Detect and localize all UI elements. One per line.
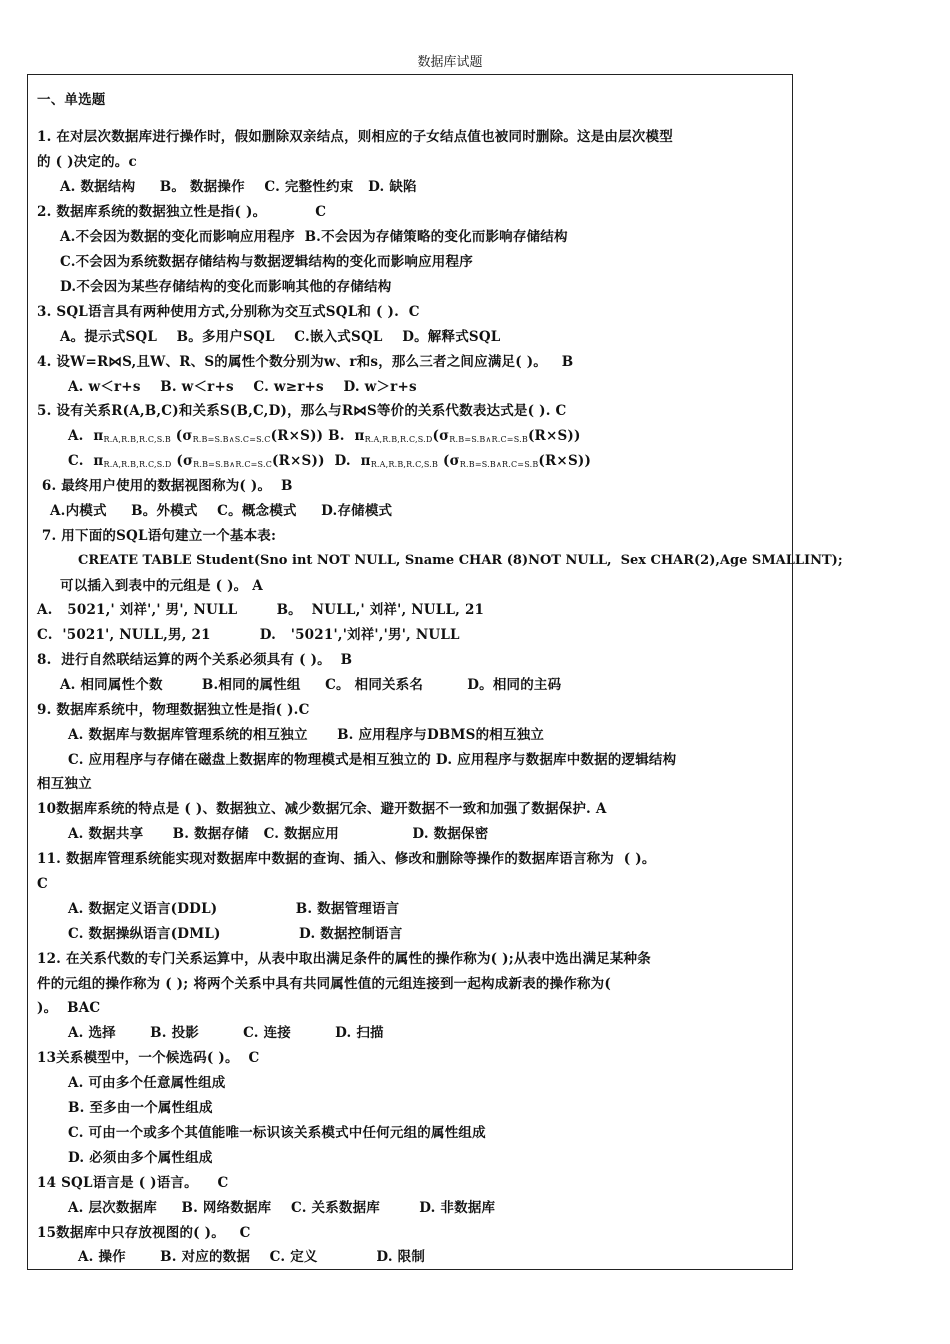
q5-option-a-b xyxy=(68,426,581,450)
q9-option-a-b: A. 数据库与数据库管理系统的相互独立 B. 应用程序与DBMS的相互独立 xyxy=(68,727,545,743)
q6-stem: 6. 最终用户使用的数据视图称为( )。 B xyxy=(37,478,293,494)
q5-d-pi-subscript: R.A,R.B,R.C,S.B xyxy=(370,460,439,469)
q5-a-sigma-subscript: R.B=S.B∧S.C=S.C xyxy=(192,435,271,444)
q8-options: A. 相同属性个数 B.相同的属性组 C。 相同关系名 D。相同的主码 xyxy=(60,677,562,693)
q10-options: A. 数据共享 B. 数据存储 C. 数据应用 D. 数据保密 xyxy=(68,826,489,842)
q5-c-pi: C. π xyxy=(68,453,104,469)
q5-c-sigma: (σ xyxy=(171,453,194,469)
q7-option-a-b: A. 5021,' 刘祥',' 男', NULL B。 NULL,' 刘祥', NULL, 21 xyxy=(37,602,485,618)
q5-a-rest: (R×S)) xyxy=(270,428,329,444)
q5-a-pi: A. π xyxy=(68,428,104,444)
q4-stem: 4. 设W=R⋈S,且W、R、S的属性个数分别为w、r和s，那么三者之间应满足( )。 B xyxy=(37,354,574,370)
q9-stem: 9. 数据库系统中，物理数据独立性是指( ).C xyxy=(37,702,310,718)
section-heading: 一、单选题 xyxy=(37,92,106,108)
q2-option-c: C.不会因为系统数据存储结构与数据逻辑结构的变化而影响应用程序 xyxy=(60,254,473,270)
q5-c-sigma-subscript: R.B=S.B∧R.C=S.C xyxy=(193,460,273,469)
q7-stem: 7. 用下面的SQL语句建立一个基本表: xyxy=(37,528,277,544)
q7-stem-line2: 可以插入到表中的元组是 ( )。 A xyxy=(60,578,263,594)
q5-a-sigma: (σ xyxy=(170,428,193,444)
q5-c-pi-subscript: R.A,R.B,R.C,S.D xyxy=(103,460,172,469)
q11-answer: C xyxy=(37,876,48,892)
q12-options: A. 选择 B. 投影 C. 连接 D. 扫描 xyxy=(68,1025,384,1041)
q10-stem: 10数据库系统的特点是 ( )、数据独立、减少数据冗余、避开数据不一致和加强了数据保护. A xyxy=(37,801,607,817)
q2-option-d: D.不会因为某些存储结构的变化而影响其他的存储结构 xyxy=(60,279,392,295)
q5-b-rest: (R×S)) xyxy=(527,428,581,444)
q12-stem-line2: 件的元组的操作称为 ( ); 将两个关系中具有共同属性值的元组连接到一起构成新表的操作称为( xyxy=(37,976,611,992)
q8-stem: 8. 进行自然联结运算的两个关系必须具有 ( )。 B xyxy=(37,652,353,668)
q12-stem-line1: 12. 在关系代数的专门关系运算中，从表中取出满足条件的属性的操作称为( );从表中选出满足某种条 xyxy=(37,951,651,967)
q5-b-pi-subscript: R.A,R.B,R.C,S.D xyxy=(364,435,433,444)
page-title: 数据库试题 xyxy=(417,55,483,70)
q3-stem: 3. SQL语言具有两种使用方式,分别称为交互式SQL和 ( ). C xyxy=(37,304,420,320)
q9-option-d-tail: 相互独立 xyxy=(37,776,92,792)
q5-stem: 5. 设有关系R(A,B,C)和关系S(B,C,D)，那么与R⋈S等价的关系代数表达式是( ). C xyxy=(37,403,567,419)
q13-option-d: D. 必须由多个属性组成 xyxy=(68,1150,213,1166)
q1-stem-line2: 的 ( )决定的。c xyxy=(37,154,137,170)
q7-sql-statement: CREATE TABLE Student(Sno int NOT NULL, Sname CHAR (8)NOT NULL, Sex CHAR(2),Age SMALLINT); xyxy=(78,553,843,568)
q5-d-sigma-subscript: R.B=S.B∧R.C=S.B xyxy=(459,460,539,469)
q14-stem: 14 SQL语言是 ( )语言。 C xyxy=(37,1175,229,1191)
q13-option-c: C. 可由一个或多个其值能唯一标识该关系模式中任何元组的属性组成 xyxy=(68,1125,486,1141)
q5-c-rest: (R×S)) xyxy=(272,453,335,469)
q3-options: A。提示式SQL B。多用户SQL C.嵌入式SQL D。解释式SQL xyxy=(60,329,501,345)
q5-d-sigma: (σ xyxy=(438,453,460,469)
q5-b-sigma-subscript: R.B=S.B∧R.C=S.B xyxy=(449,435,528,444)
q15-stem: 15数据库中只存放视图的( )。 C xyxy=(37,1225,251,1241)
q6-options: A.内模式 B。外模式 C。概念模式 D.存储模式 xyxy=(50,503,393,519)
q2-stem: 2. 数据库系统的数据独立性是指( )。 C xyxy=(37,204,327,220)
q2-option-a-b: A.不会因为数据的变化而影响应用程序 B.不会因为存储策略的变化而影响存储结构 xyxy=(60,229,568,245)
q13-option-a: A. 可由多个任意属性组成 xyxy=(68,1075,226,1091)
q12-stem-line3: )。 BAC xyxy=(37,1000,101,1016)
q14-options: A. 层次数据库 B. 网络数据库 C. 关系数据库 D. 非数据库 xyxy=(68,1200,496,1216)
q15-options: A. 操作 B. 对应的数据 C. 定义 D. 限制 xyxy=(78,1249,426,1265)
q4-options: A. w＜r+s B. w＜r+s C. w≥r+s D. w＞r+s xyxy=(68,379,417,395)
q5-option-c-d xyxy=(68,451,591,475)
q11-option-c-d: C. 数据操纵语言(DML) D. 数据控制语言 xyxy=(68,926,403,942)
q5-b-sigma: (σ xyxy=(432,428,450,444)
q5-a-pi-subscript: R.A,R.B,R.C,S.B xyxy=(103,435,171,444)
q5-d-rest: (R×S)) xyxy=(538,453,592,469)
q11-option-a-b: A. 数据定义语言(DDL) B. 数据管理语言 xyxy=(68,901,400,917)
q13-stem: 13关系模型中，一个候选码( )。 C xyxy=(37,1050,260,1066)
q1-options: A. 数据结构 B。 数据操作 C. 完整性约束 D. 缺陷 xyxy=(60,179,417,195)
q13-option-b: B. 至多由一个属性组成 xyxy=(68,1100,213,1116)
q11-stem: 11. 数据库管理系统能实现对数据库中数据的查询、插入、修改和删除等操作的数据库语言称为 ( )。 xyxy=(37,851,656,867)
q7-option-c-d: C. '5021', NULL,男, 21 D. '5021','刘祥','男', NULL xyxy=(37,627,460,643)
q5-d-pi: D. π xyxy=(334,453,371,469)
q5-b-pi: B. π xyxy=(328,428,365,444)
q9-option-c-d: C. 应用程序与存储在磁盘上数据库的物理模式是相互独立的 D. 应用程序与数据库中数据的逻辑结构 xyxy=(68,752,677,768)
q1-stem-line1: 1. 在对层次数据库进行操作时，假如删除双亲结点，则相应的子女结点值也被同时删除。这是由层次模型 xyxy=(37,129,673,145)
